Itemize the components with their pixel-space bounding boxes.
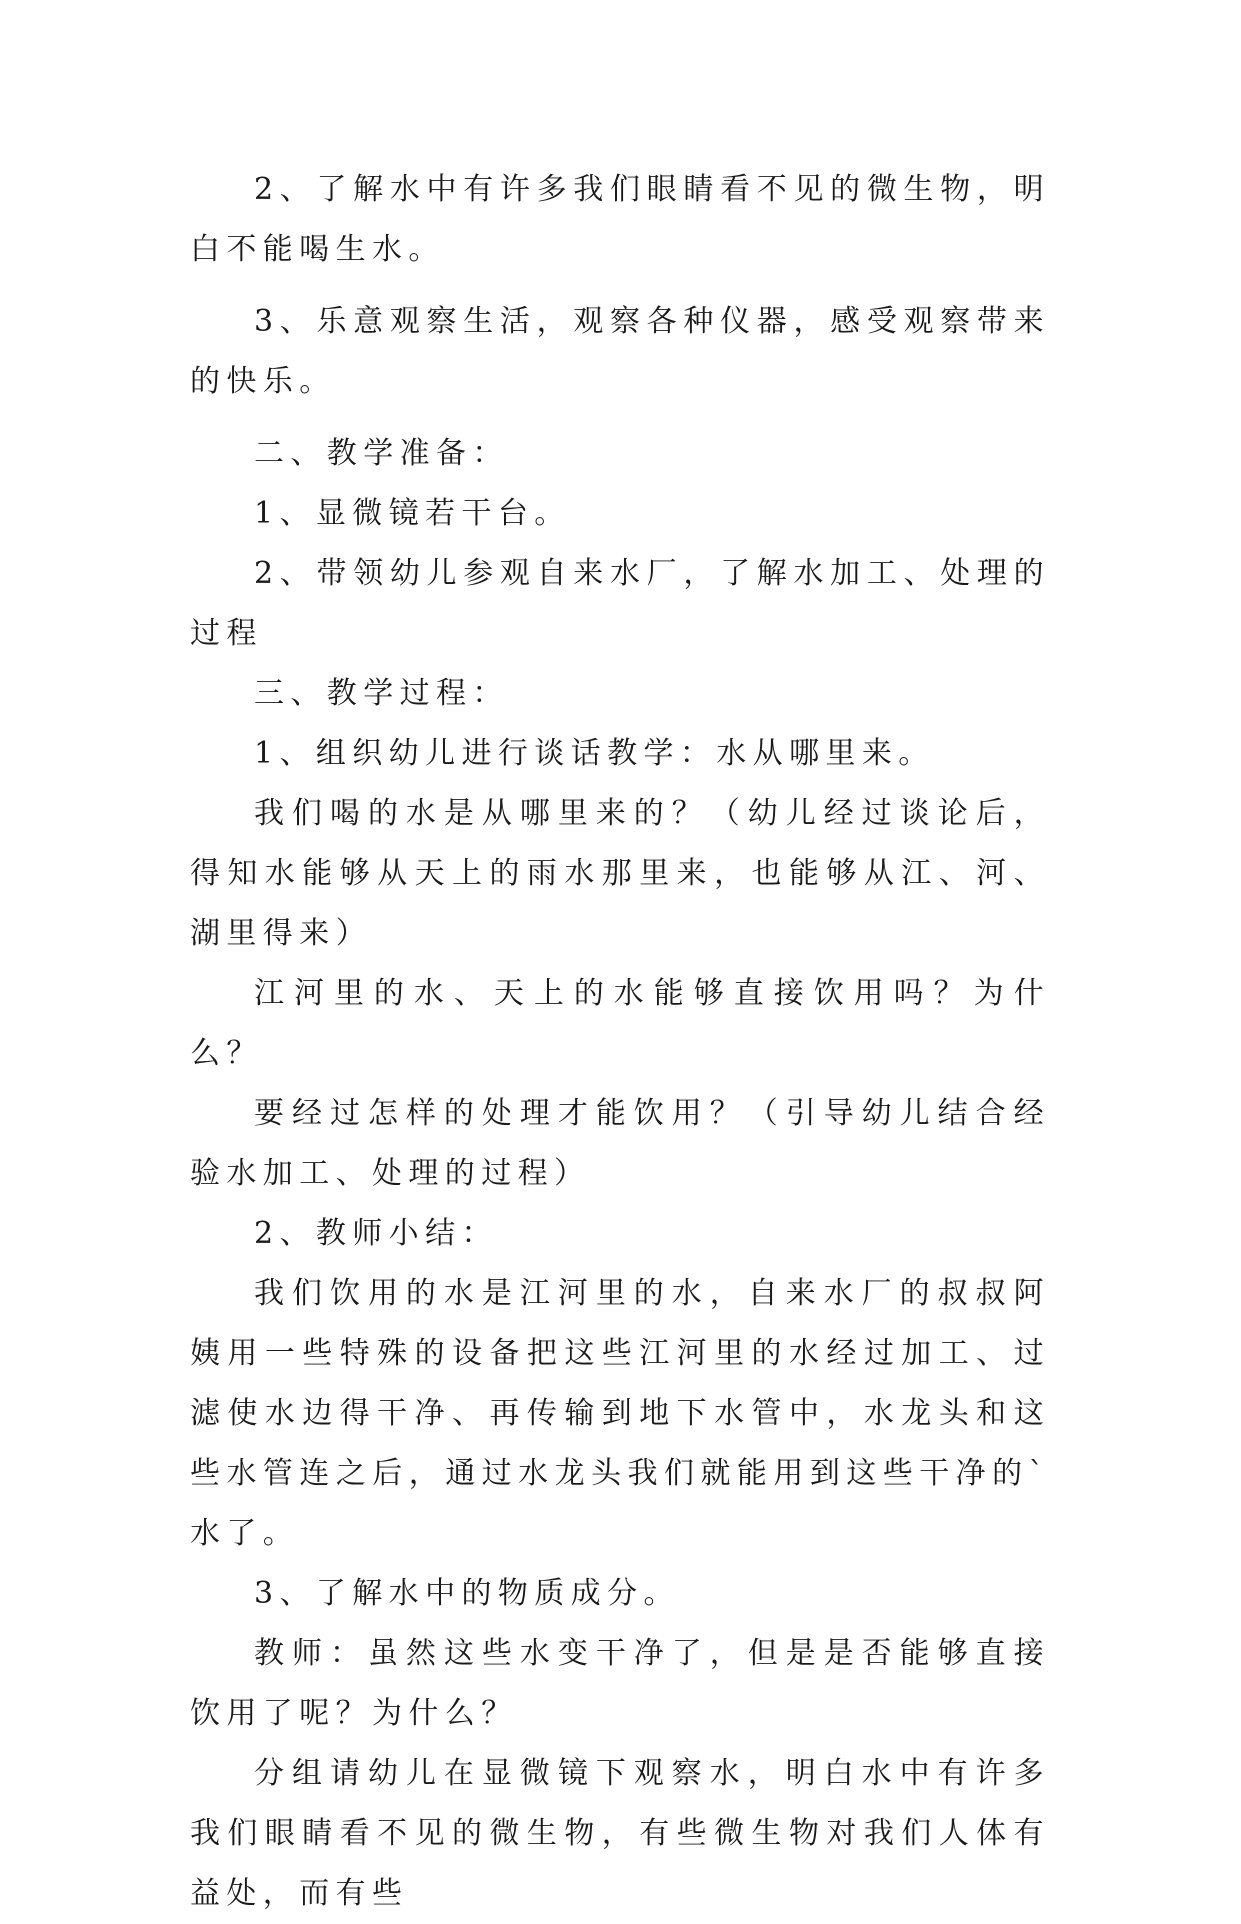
paragraph-summary-heading: 2、教师小结： xyxy=(254,1216,498,1251)
paragraph-goal-2: 2、了解水中有许多我们眼睛看不见的微生物，明白不能喝生水。 xyxy=(190,172,1050,267)
paragraph-teacher-question: 教师：虽然这些水变干净了，但是是否能够直接饮用了呢？为什么？ xyxy=(190,1636,1050,1731)
paragraph-question-drink: 江河里的水、天上的水能够直接饮用吗？为什么？ xyxy=(190,976,1050,1071)
section-heading-process: 三、教学过程： xyxy=(254,676,509,711)
paragraph-prep-2: 2、带领幼儿参观自来水厂，了解水加工、处理的过程 xyxy=(190,556,1050,651)
paragraph-process-1: 1、组织幼儿进行谈话教学：水从哪里来。 xyxy=(254,736,935,771)
paragraph-goal-3: 3、乐意观察生活，观察各种仪器，感受观察带来的快乐。 xyxy=(190,304,1050,399)
paragraph-process-3: 3、了解水中的物质成分。 xyxy=(254,1576,680,1611)
paragraph-microscope: 分组请幼儿在显微镜下观察水，明白水中有许多我们眼睛看不见的微生物，有些微生物对我们人体有益处，而有些 xyxy=(190,1756,1050,1911)
paragraph-question-process: 要经过怎样的处理才能饮用？（引导幼儿结合经验水加工、处理的过程） xyxy=(190,1096,1050,1191)
paragraph-summary: 我们饮用的水是江河里的水，自来水厂的叔叔阿姨用一些特殊的设备把这些江河里的水经过加工、过滤使水边得干净、再传输到地下水管中，水龙头和这些水管连之后，通过水龙头我们就能用到这些干净的`水了。 xyxy=(190,1276,1050,1551)
section-heading-preparation: 二、教学准备： xyxy=(254,436,509,471)
document-body xyxy=(190,160,1050,1924)
paragraph-prep-1: 1、显微镜若干台。 xyxy=(254,496,571,531)
paragraph-question-source: 我们喝的水是从哪里来的？（幼儿经过谈论后，得知水能够从天上的雨水那里来，也能够从江、河、湖里得来） xyxy=(190,796,1050,951)
